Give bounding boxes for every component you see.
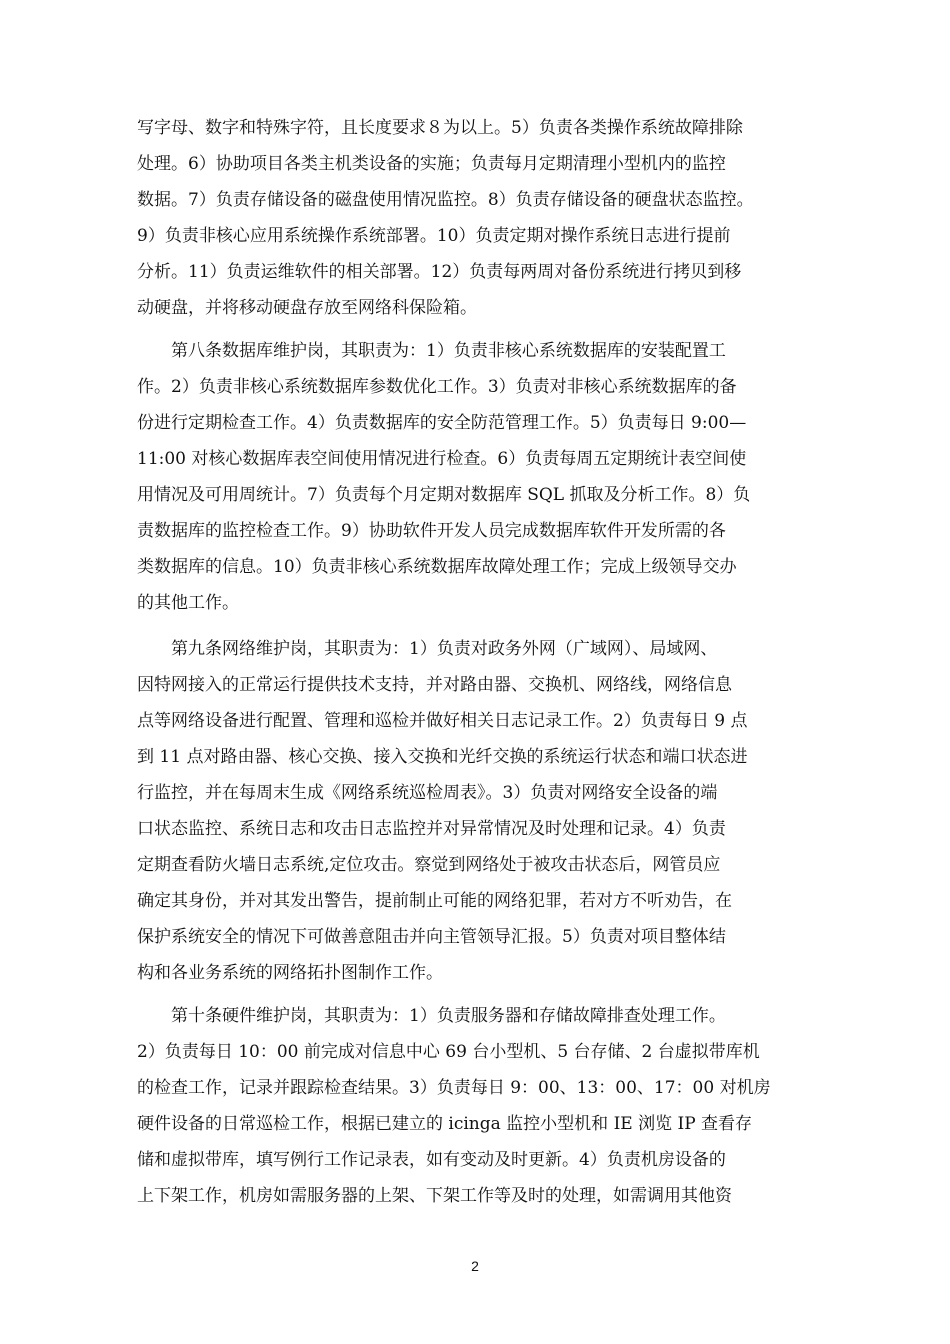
text-line: 保护系统安全的情况下可做善意阻击并向主管领导汇报。5）负责对项目整体结	[137, 927, 726, 947]
text-line: 11:00 对核心数据库表空间使用情况进行检查。6）负责每周五定期统计表空间使	[137, 449, 747, 469]
text-line: 2）负责每日 10：00 前完成对信息中心 69 台小型机、5 台存储、2 台虚拟带库机	[137, 1042, 760, 1062]
text-line: 构和各业务系统的网络拓扑图制作工作。	[137, 963, 443, 983]
text-line: 9）负责非核心应用系统操作系统部署。10）负责定期对操作系统日志进行提前	[137, 226, 731, 246]
text-line: 到 11 点对路由器、核心交换、接入交换和光纤交换的系统运行状态和端口状态进	[137, 747, 748, 767]
text-line: 硬件设备的日常巡检工作，根据已建立的 icinga 监控小型机和 IE 浏览 IP 查看存	[137, 1114, 753, 1134]
text-line: 行监控，并在每周末生成《网络系统巡检周表》。3）负责对网络安全设备的端	[137, 783, 718, 803]
text-line: 数据。7）负责存储设备的磁盘使用情况监控。8）负责存储设备的硬盘状态监控。	[137, 190, 754, 210]
text-line: 作。2）负责非核心系统数据库参数优化工作。3）负责对非核心系统数据库的备	[137, 377, 737, 397]
text-line: 的其他工作。	[137, 593, 239, 613]
text-line: 写字母、数字和特殊字符，且长度要求８为以上。5）负责各类操作系统故障排除	[137, 118, 743, 138]
text-line: 类数据库的信息。10）负责非核心系统数据库故障处理工作；完成上级领导交办	[137, 557, 737, 577]
text-line: 用情况及可用周统计。7）负责每个月定期对数据库 SQL 抓取及分析工作。8）负	[137, 485, 751, 505]
text-line: 因特网接入的正常运行提供技术支持，并对路由器、交换机、网络线，网络信息	[137, 675, 732, 695]
text-line: 份进行定期检查工作。4）负责数据库的安全防范管理工作。5）负责每日 9:00—	[137, 413, 747, 433]
text-line: 定期查看防火墙日志系统,定位攻击。察觉到网络处于被攻击状态后，网管员应	[137, 855, 721, 875]
text-line: 第九条网络维护岗，其职责为：1）负责对政务外网（广域网）、局域网、	[137, 639, 718, 659]
text-line: 储和虚拟带库，填写例行工作记录表，如有变动及时更新。4）负责机房设备的	[137, 1150, 726, 1170]
text-line: 确定其身份，并对其发出警告，提前制止可能的网络犯罪，若对方不听劝告，在	[137, 891, 732, 911]
text-line: 口状态监控、系统日志和攻击日志监控并对异常情况及时处理和记录。4）负责	[137, 819, 726, 839]
page-number: 2	[471, 1258, 479, 1274]
text-line: 责数据库的监控检查工作。9）协助软件开发人员完成数据库软件开发所需的各	[137, 521, 726, 541]
text-line: 上下架工作，机房如需服务器的上架、下架工作等及时的处理，如需调用其他资	[137, 1186, 732, 1206]
text-line: 分析。11）负责运维软件的相关部署。12）负责每两周对备份系统进行拷贝到移	[137, 262, 742, 282]
text-line: 第十条硬件维护岗，其职责为：1）负责服务器和存储故障排查处理工作。	[137, 1006, 726, 1026]
text-line: 处理。6）协助项目各类主机类设备的实施；负责每月定期清理小型机内的监控	[137, 154, 726, 174]
text-line: 点等网络设备进行配置、管理和巡检并做好相关日志记录工作。2）负责每日 9 点	[137, 711, 748, 731]
text-line: 第八条数据库维护岗，其职责为：1）负责非核心系统数据库的安装配置工	[137, 341, 726, 361]
text-line: 的检查工作，记录并跟踪检查结果。3）负责每日 9：00、13：00、17：00 对机房	[137, 1078, 771, 1098]
text-line: 动硬盘，并将移动硬盘存放至网络科保险箱。	[137, 298, 477, 318]
